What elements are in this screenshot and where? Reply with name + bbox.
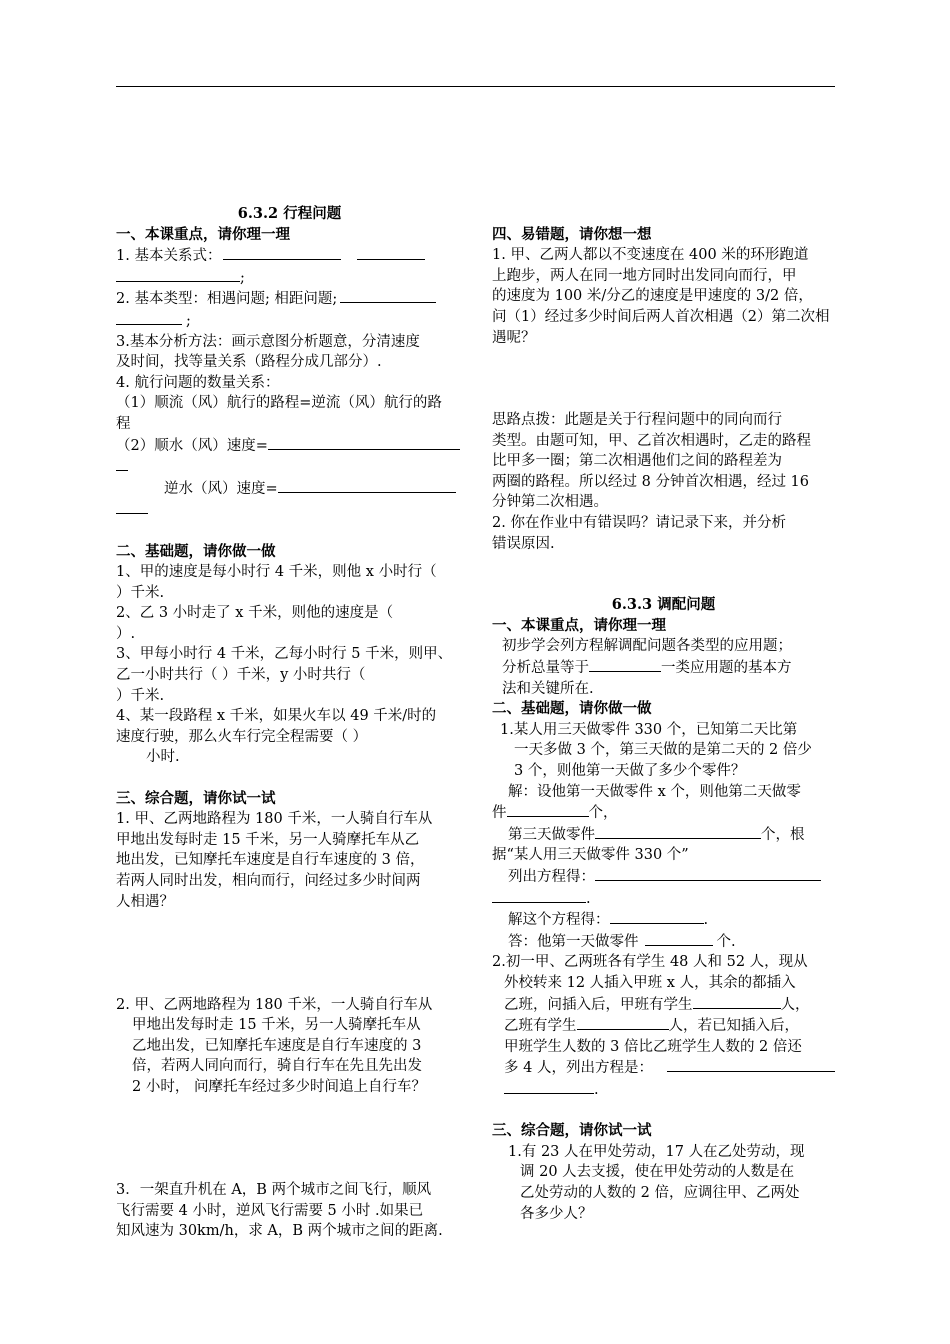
- right-column: [492, 204, 835, 1224]
- text-line: [116, 288, 463, 310]
- answer-blank[interactable]: [610, 909, 704, 924]
- text-fragment: 1. 基本关系式：: [116, 248, 222, 265]
- text-line: [492, 888, 835, 910]
- text-fragment: （2）顺水（风）速度=: [116, 437, 268, 454]
- text-fragment: .: [586, 890, 591, 907]
- text-line: 一天多做 3 个，第三天做的是第二天的 2 倍少: [514, 742, 812, 759]
- answer-blank[interactable]: [492, 888, 586, 903]
- text-line: 知风速为 30km/h，求 A，B 两个城市之间的距离.: [116, 1223, 443, 1240]
- answer-blank[interactable]: [693, 994, 781, 1009]
- text-line: 2. 甲、乙两地路程为 180 千米，一人骑自行车从: [116, 996, 433, 1013]
- text-line: 甲地出发每时走 15 千米，另一人骑摩托车从乙: [116, 831, 420, 848]
- text-line: [492, 657, 835, 679]
- text-line: 乙地出发，已知摩托车速度是自行车速度的 3: [132, 1037, 422, 1054]
- heading-common-mistakes: 四、易错题，请你想一想: [492, 225, 652, 243]
- text-line: 倍，若两人同向而行，骑自行车在先且先出发: [132, 1058, 422, 1075]
- text-line: [492, 1079, 835, 1101]
- text-line: 1. 甲、乙两人都以不变速度在 400 米的环形跑道: [492, 247, 809, 264]
- text-fragment: 个，根: [761, 826, 805, 843]
- text-line: [492, 802, 835, 824]
- header-rule: [116, 86, 835, 87]
- text-fragment: .: [594, 1081, 599, 1098]
- text-line: 错误原因.: [492, 535, 555, 552]
- text-line: 法和关键所在.: [502, 680, 594, 697]
- text-line: 解：设他第一天做零件 x 个，则他第二天做零: [508, 783, 801, 800]
- text-line: 2. 你在作业中有错误吗？请记录下来，并分析: [492, 514, 786, 531]
- text-fragment: 人，若已知插入后，: [668, 1018, 799, 1035]
- text-line: [116, 310, 463, 332]
- text-line: [116, 435, 463, 457]
- text-fragment: .: [703, 912, 709, 929]
- text-line: 1.某人用三天做零件 330 个，已知第二天比第: [500, 721, 798, 738]
- text-line: 外校转来 12 人插入甲班 x 人，其余的都插入: [504, 974, 796, 991]
- text-line: 速度行驶，那么火车行完全程需要（ ）: [116, 728, 368, 745]
- answer-blank[interactable]: [645, 931, 713, 946]
- text-line: [492, 1015, 835, 1037]
- text-line: 遇呢？: [492, 329, 536, 346]
- text-line: 甲班学生人数的 3 倍比乙班学生人数的 2 倍还: [504, 1038, 802, 1055]
- section-title-allocation: 6.3.3 调配问题: [611, 596, 716, 614]
- answer-blank[interactable]: [595, 866, 821, 881]
- text-line: （1）顺流（风）航行的路程=逆流（风）航行的路: [116, 395, 442, 412]
- text-line: 各多少人？: [520, 1205, 593, 1222]
- text-fragment: 件: [492, 805, 507, 822]
- text-line: 3 个，则他第一天做了多少个零件？: [514, 763, 746, 780]
- text-fragment: 2. 基本类型：相遇问题; 相距问题;: [116, 291, 338, 308]
- text-line: 两圈的路程。所以经过 8 分钟首次相遇，经过 16: [492, 473, 810, 490]
- text-line: [492, 994, 835, 1016]
- text-line: [492, 909, 835, 931]
- answer-blank[interactable]: [357, 245, 425, 260]
- answer-blank[interactable]: [116, 499, 148, 514]
- heading-key-points: 一、本课重点，请你理一理: [116, 225, 290, 243]
- text-fragment: 分析总量等于: [502, 660, 589, 677]
- text-line: 2 小时， 问摩托车经过多少时间追上自行车？: [132, 1078, 426, 1095]
- text-fragment: 第三天做零件: [508, 826, 595, 843]
- text-line: [116, 456, 463, 478]
- heading-basic-problems-2: 二、基础题，请你做一做: [492, 700, 652, 718]
- text-fragment: 解这个方程得：: [508, 912, 610, 929]
- text-line: 乙处劳动的人数的 2 倍，应调往甲、乙两处: [520, 1184, 800, 1201]
- text-line: 分钟第二次相遇。: [492, 494, 608, 511]
- text-line: 类型。由题可知，甲、乙首次相遇时，乙走的路程: [492, 432, 811, 449]
- text-line: 上跑步，两人在同一地方同时出发同向而行，甲: [492, 267, 797, 284]
- text-line: 1.有 23 人在甲处劳动，17 人在乙处劳动，现: [508, 1143, 805, 1160]
- left-column: [116, 204, 463, 1242]
- text-line: ）千米.: [116, 687, 165, 704]
- text-fragment: 乙班有学生: [504, 1018, 577, 1035]
- text-line: 若两人同时出发，相向而行，问经过多少时间两: [116, 873, 421, 889]
- text-line: 思路点拨：此题是关于行程问题中的同向而行: [492, 411, 782, 428]
- text-line: 甲地出发每时走 15 千米，另一人骑摩托车从: [132, 1017, 421, 1034]
- text-line: [116, 267, 463, 289]
- text-fragment: 个，: [588, 805, 618, 822]
- text-line: 初步学会列方程解调配问题各类型的应用题；: [502, 638, 792, 655]
- answer-blank[interactable]: [340, 288, 436, 303]
- heading-comprehensive-2: 三、综合题，请你试一试: [492, 1122, 652, 1140]
- text-line: [116, 499, 463, 521]
- text-line: 4、某一段路程 x 千米，如果火车以 49 千米/时的: [116, 708, 437, 725]
- answer-blank[interactable]: [116, 456, 128, 471]
- text-line: 人相遇？: [116, 893, 174, 910]
- text-line: 2.初一甲、乙两班各有学生 48 人和 52 人，现从: [492, 954, 808, 971]
- text-line: 据“某人用三天做零件 330 个”: [492, 847, 689, 864]
- heading-basic-problems: 二、基础题，请你做一做: [116, 542, 276, 560]
- section-title-travel: 6.3.2 行程问题: [237, 205, 342, 222]
- text-fragment: 乙班，问插入后，甲班有学生: [504, 996, 693, 1013]
- text-fragment: ;: [240, 269, 245, 286]
- text-line: [116, 245, 463, 267]
- text-line: 4. 航行问题的数量关系：: [116, 374, 280, 391]
- answer-blank[interactable]: [116, 267, 240, 282]
- text-line: 比甲多一圈；第二次相遇他们之间的路程差为: [492, 453, 782, 470]
- text-line: 1. 甲、乙两地路程为 180 千米，一人骑自行车从: [116, 811, 433, 828]
- text-line: [116, 478, 463, 500]
- text-fragment: 人，: [780, 996, 810, 1013]
- answer-blank[interactable]: [223, 245, 341, 260]
- text-line: [492, 931, 835, 953]
- answer-blank[interactable]: [577, 1015, 669, 1030]
- heading-comprehensive: 三、综合题，请你试一试: [116, 789, 276, 807]
- answer-blank[interactable]: [116, 310, 182, 325]
- text-line: [492, 824, 835, 846]
- answer-blank[interactable]: [507, 802, 589, 817]
- text-line: ）千米.: [116, 584, 165, 601]
- answer-blank[interactable]: [504, 1079, 594, 1094]
- text-fragment: 逆水（风）速度=: [164, 480, 278, 497]
- text-line: 小时.: [146, 749, 180, 766]
- text-line: 程: [116, 415, 131, 432]
- text-line: 调 20 人去支援，使在甲处劳动的人数是在: [520, 1164, 795, 1181]
- heading-key-points-2: 一、本课重点，请你理一理: [492, 616, 666, 634]
- text-fragment: 个.: [716, 933, 736, 950]
- text-line: 3.基本分析方法：画示意图分析题意，分清速度: [116, 333, 420, 350]
- answer-blank[interactable]: [268, 435, 460, 450]
- text-line: 3、甲每小时行 4 千米，乙每小时行 5 千米，则甲、: [116, 646, 453, 663]
- text-fragment: ;: [186, 312, 191, 329]
- text-fragment: 答：他第一天做零件: [508, 933, 639, 950]
- text-line: ）.: [116, 625, 136, 642]
- text-line: 的速度为 100 米/分乙的速度是甲速度的 3/2 倍，: [492, 288, 813, 305]
- text-fragment: 一类应用题的基本方: [661, 660, 792, 677]
- text-line: 飞行需要 4 小时，逆风飞行需要 5 小时 .如果已: [116, 1202, 424, 1219]
- text-fragment: 多 4 人，列出方程是：: [504, 1060, 653, 1077]
- answer-blank[interactable]: [595, 824, 761, 839]
- answer-blank[interactable]: [667, 1057, 835, 1072]
- text-line: [492, 866, 835, 888]
- text-line: 2、乙 3 小时走了 x 千米，则他的速度是（: [116, 605, 394, 622]
- text-line: 1、甲的速度是每小时行 4 千米，则他 x 小时行（: [116, 564, 437, 581]
- answer-blank[interactable]: [589, 657, 661, 672]
- text-line: 及时间，找等量关系（路程分成几部分）.: [116, 354, 382, 371]
- text-line: 问（1）经过多少时间后两人首次相遇（2）第二次相: [492, 308, 830, 325]
- text-line: [492, 1057, 835, 1079]
- answer-blank[interactable]: [278, 478, 456, 493]
- text-line: 乙一小时共行（ ）千米，y 小时共行（: [116, 667, 366, 684]
- text-fragment: 列出方程得：: [508, 869, 595, 885]
- text-line: 3．一架直升机在 A，B 两个城市之间飞行，顺风: [116, 1181, 432, 1198]
- text-line: 地出发，已知摩托车速度是自行车速度的 3 倍，: [116, 852, 425, 869]
